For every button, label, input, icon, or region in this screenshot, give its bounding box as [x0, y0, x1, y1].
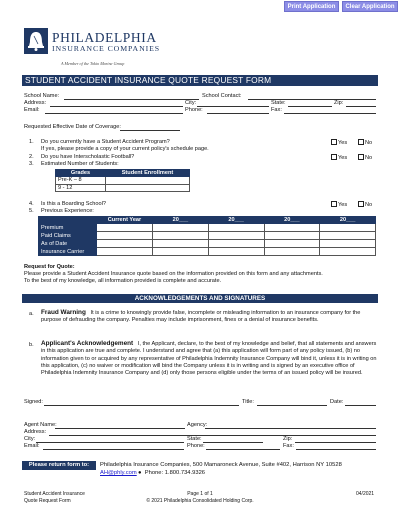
exp-cell-input[interactable] [320, 232, 376, 240]
title-input[interactable] [257, 405, 327, 406]
footer-copyright: © 2021 Philadelphia Consolidated Holding Corp. [146, 498, 254, 504]
enrollment-input[interactable] [106, 177, 190, 185]
title-label: Title: [242, 399, 254, 405]
q5-number: 5. [29, 208, 34, 214]
exp-cell-input[interactable] [264, 240, 320, 248]
fraud-warning-paragraph [41, 309, 377, 325]
fraud-warning-title: Fraud Warning [41, 309, 86, 316]
exp-col-header: 20___ [320, 217, 376, 224]
grades-table [55, 169, 190, 192]
exp-cell-input[interactable] [97, 240, 153, 248]
q2-yes-checkbox[interactable]: Yes [331, 154, 347, 161]
exp-cell-input[interactable] [320, 248, 376, 256]
phone-input[interactable] [207, 113, 269, 114]
exp-cell-input[interactable] [208, 232, 264, 240]
exp-col-header: 20___ [208, 217, 264, 224]
request-line2: To the best of my knowledge, all information provided is complete and accurate. [24, 278, 222, 284]
q1-no-checkbox[interactable]: No [358, 139, 372, 146]
exp-cell-input[interactable] [264, 224, 320, 232]
bell-logo-icon [24, 28, 48, 54]
request-heading: Request for Quote: [24, 264, 75, 270]
grade-row-label: 9 - 12 [56, 184, 106, 192]
school-name-label: School Name: [24, 93, 60, 99]
email-input[interactable] [45, 113, 183, 114]
grades-header: Grades [56, 170, 106, 177]
exp-cell-input[interactable] [153, 248, 209, 256]
print-application-button[interactable]: Print Application [284, 1, 339, 12]
experience-table [38, 216, 376, 256]
exp-cell-input[interactable] [208, 224, 264, 232]
ack-b-letter: b. [29, 342, 34, 348]
exp-cell-input[interactable] [208, 240, 264, 248]
grade-row-label: Pre-K – 8 [56, 177, 106, 185]
exp-row-label: Premium [39, 224, 97, 232]
agent-phone-input[interactable] [206, 449, 280, 450]
effective-date-label: Requested Effective Date of Coverage: [24, 124, 121, 130]
company-subname: INSURANCE COMPANIES [52, 44, 161, 53]
q2-number: 2. [29, 154, 34, 160]
exp-cell-input[interactable] [264, 248, 320, 256]
fax-label: Fax: [271, 107, 282, 113]
exp-row-label: Paid Claims [39, 232, 97, 240]
agent-address-input[interactable] [49, 435, 376, 436]
return-label: Please return form to: [22, 461, 96, 470]
exp-cell-input[interactable] [264, 232, 320, 240]
agent-city-input[interactable] [36, 442, 184, 443]
agent-city-label: City: [24, 436, 36, 442]
exp-cell-input[interactable] [153, 240, 209, 248]
city-label: City: [185, 100, 197, 106]
return-email-link[interactable]: AH@phly.com [100, 470, 137, 476]
agent-address-label: Address: [24, 429, 47, 435]
exp-cell-input[interactable] [208, 248, 264, 256]
agent-state-input[interactable] [203, 442, 263, 443]
agent-state-label: State: [187, 436, 202, 442]
enrollment-input[interactable] [106, 184, 190, 192]
q3-text: Estimated Number of Students: [41, 161, 119, 167]
agent-fax-input[interactable] [296, 449, 376, 450]
footer-page-number: Page 1 of 1 [187, 491, 213, 497]
exp-cell-input[interactable] [153, 232, 209, 240]
exp-col-header: Current Year [97, 217, 153, 224]
state-label: State: [271, 100, 286, 106]
agent-email-label: Email: [24, 443, 40, 449]
city-input[interactable] [197, 106, 269, 107]
signature-input[interactable] [44, 405, 239, 406]
exp-cell-input[interactable] [97, 224, 153, 232]
exp-cell-input[interactable] [97, 232, 153, 240]
exp-cell-input[interactable] [153, 224, 209, 232]
school-contact-label: School Contact: [202, 93, 242, 99]
ack-a-letter: a. [29, 311, 34, 317]
form-title: STUDENT ACCIDENT INSURANCE QUOTE REQUEST FORM [22, 75, 378, 86]
agent-fax-label: Fax: [283, 443, 294, 449]
exp-row-label: As of Date [39, 240, 97, 248]
agency-label: Agency: [187, 422, 208, 428]
q2-text: Do you have Interscholastic Football? [41, 154, 135, 160]
clear-application-button[interactable]: Clear Application [342, 1, 398, 12]
email-label: Email: [24, 107, 40, 113]
q1-text: Do you currently have a Student Accident Program? [41, 139, 170, 145]
school-name-input[interactable] [64, 99, 199, 100]
footer-form-name: Student Accident Insurance [24, 491, 85, 497]
return-phone: ● Phone: 1.800.734.9326 [138, 470, 206, 476]
applicant-ack-paragraph [41, 340, 377, 377]
q4-number: 4. [29, 201, 34, 207]
agent-phone-label: Phone: [187, 443, 205, 449]
acknowledgements-bar: ACKNOWLEDGEMENTS AND SIGNATURES [22, 294, 378, 303]
phone-label: Phone: [185, 107, 203, 113]
q3-number: 3. [29, 161, 34, 167]
fraud-warning-text: It is a crime to knowingly provide false, incomplete or misleading information to an insurance company for the purpose of defrauding the company. Penalties may include imprisonment, fines or a denial of insurance benefits. [41, 310, 361, 324]
member-note: A Member of the Tokio Marine Group [61, 61, 125, 66]
agent-name-input[interactable] [55, 428, 185, 429]
q4-yes-checkbox[interactable]: Yes [331, 201, 347, 208]
exp-row-label: Insurance Carrier [39, 248, 97, 256]
address-input[interactable] [50, 106, 183, 107]
q1-note: If yes, please provide a copy of your current policy's schedule page. [41, 146, 209, 152]
applicant-ack-title: Applicant's Acknowledgement [41, 340, 134, 347]
q4-text: Is this a Boarding School? [41, 201, 106, 207]
q4-no-checkbox[interactable]: No [358, 201, 372, 208]
q5-text: Previous Experience: [41, 208, 94, 214]
agency-input[interactable] [205, 428, 376, 429]
footer-form-subname: Quote Request Form [24, 498, 71, 504]
date-label: Date: [330, 399, 344, 405]
q1-yes-checkbox[interactable]: Yes [331, 139, 347, 146]
agent-name-label: Agent Name: [24, 422, 57, 428]
return-address: Philadelphia Insurance Companies, 500 Mamaroneck Avenue, Suite #402, Harrison NY 10528 [100, 462, 342, 468]
request-line1: Please provide a Student Accident Insurance quote based on the information provided on this form and any attachments. [24, 271, 323, 277]
school-contact-input[interactable] [248, 99, 376, 100]
exp-cell-input[interactable] [320, 240, 376, 248]
q1-number: 1. [29, 139, 34, 145]
zip-input[interactable] [346, 106, 376, 107]
bullet-icon: ● [138, 470, 142, 476]
exp-cell-input[interactable] [320, 224, 376, 232]
signed-label: Signed: [24, 399, 43, 405]
agent-zip-input[interactable] [295, 442, 376, 443]
applicant-ack-text: I, the Applicant, declare, to the best of my knowledge and belief, that all statements and answers in this application are true and complete. I understand and agree that (a) this application will form part of any policy issued, (b) no information given to or acquired by any representative of Philadelphia Indemnity Insurance Company will bind it, unless it is in writing on this application, (c) no waiver or modification will bind the Company unless it is in writing and is signed by an executive office of Philadelphia Indemnity Insurance Company and (d) only those persons eligible under the terms of an issued policy will be insured. [41, 341, 377, 377]
date-input[interactable] [345, 405, 376, 406]
exp-cell-input[interactable] [97, 248, 153, 256]
state-input[interactable] [288, 106, 332, 107]
enrollment-header: Student Enrollment [106, 170, 190, 177]
company-name: PHILADELPHIA [52, 30, 157, 45]
zip-label: Zip: [334, 100, 344, 106]
fax-input[interactable] [284, 113, 376, 114]
footer-version: 04/2021 [356, 491, 375, 497]
agent-email-input[interactable] [43, 449, 184, 450]
exp-col-header: 20___ [264, 217, 320, 224]
agent-zip-label: Zip: [283, 436, 293, 442]
effective-date-input[interactable] [120, 130, 180, 131]
q2-no-checkbox[interactable]: No [358, 154, 372, 161]
exp-col-header: 20___ [153, 217, 209, 224]
address-label: Address: [24, 100, 47, 106]
